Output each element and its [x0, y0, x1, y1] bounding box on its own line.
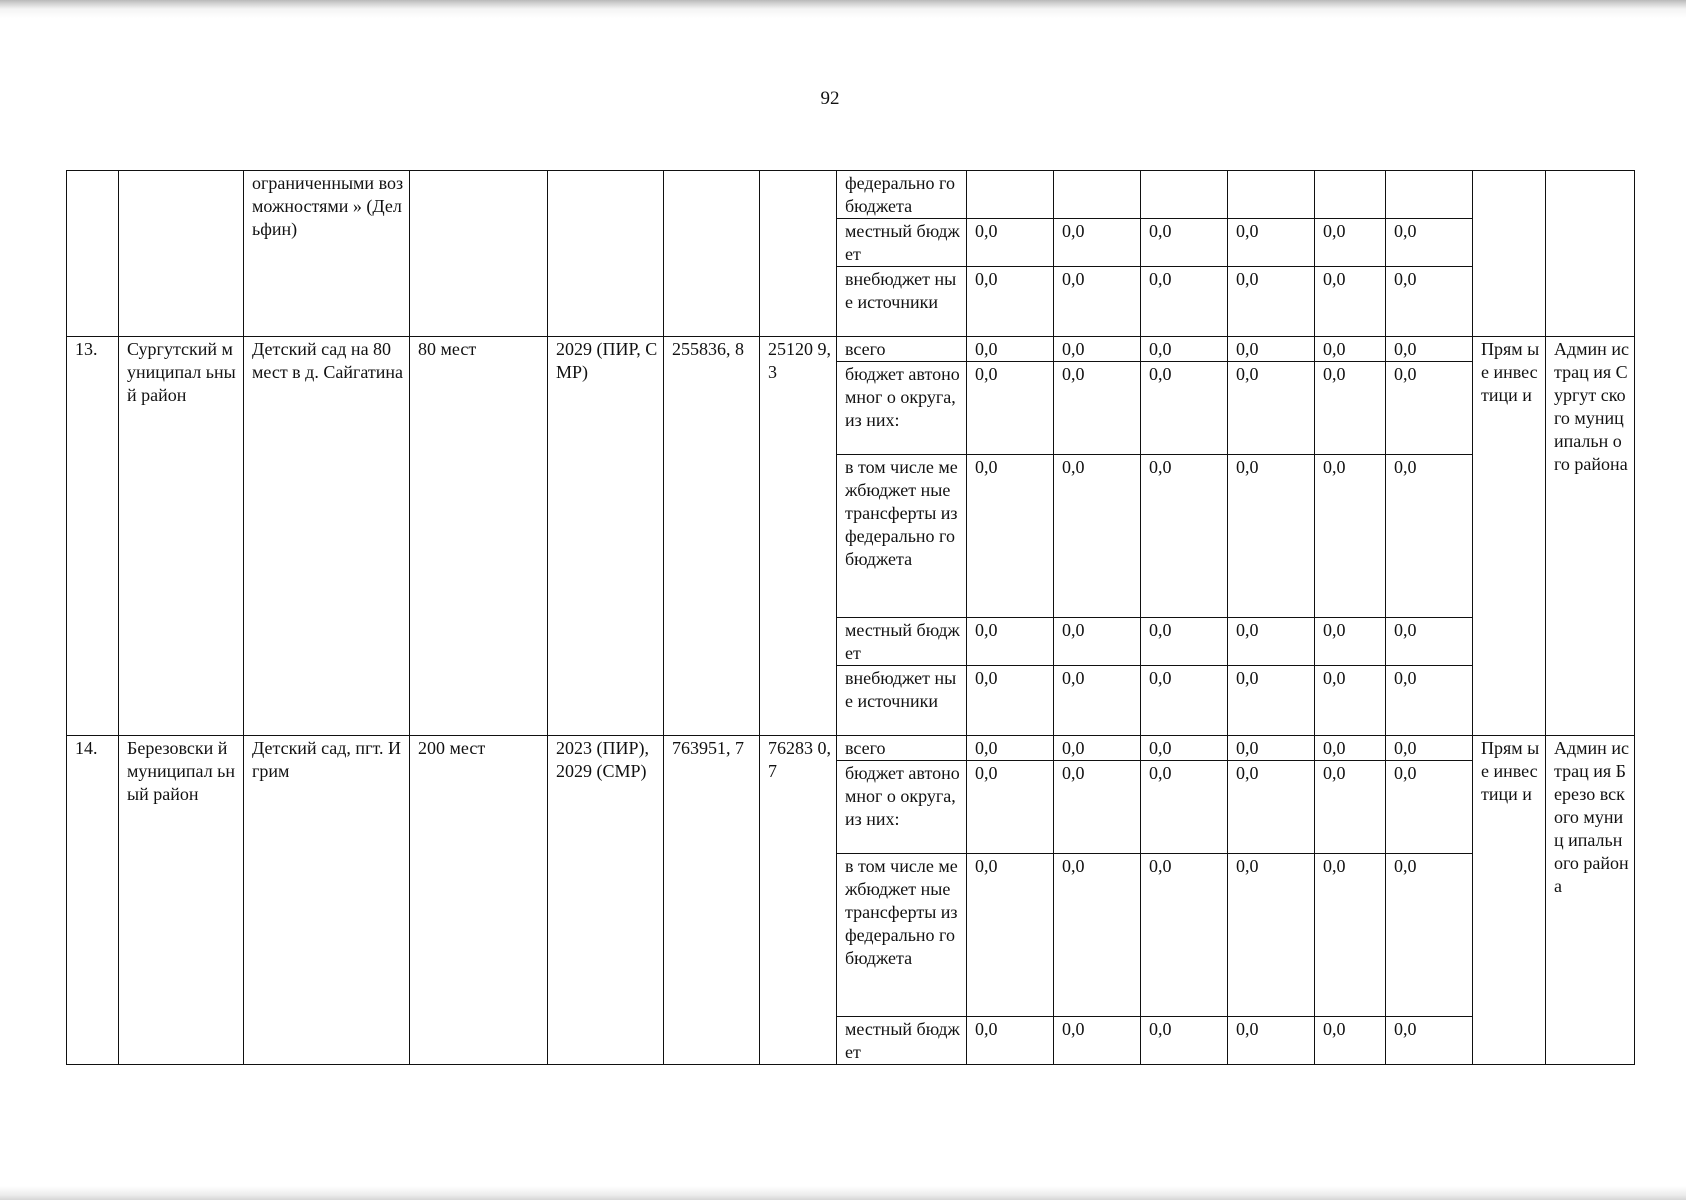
value-cell: 0,0: [1228, 618, 1315, 666]
value-cell: 0,0: [1386, 1017, 1473, 1065]
value-cell: 0,0: [967, 1017, 1054, 1065]
value-cell: 0,0: [1228, 1017, 1315, 1065]
value-cell: 0,0: [1315, 455, 1386, 618]
page-number: 92: [820, 88, 840, 109]
value-cell: 0,0: [1141, 337, 1228, 362]
capacity-cell: 80 мест: [410, 337, 548, 736]
value-cell: 0,0: [967, 854, 1054, 1017]
value-cell: 0,0: [967, 337, 1054, 362]
scan-edge-top: [0, 0, 1686, 18]
value-cell: 0,0: [1386, 267, 1473, 337]
value-cell: 0,0: [1228, 219, 1315, 267]
value-cell: 0,0: [1386, 455, 1473, 618]
value-cell: 0,0: [967, 761, 1054, 854]
financing-table: [66, 170, 1635, 1065]
value-cell: 0,0: [1141, 362, 1228, 455]
total-cost-cell: 763951, 7: [664, 736, 760, 1065]
table-row: [67, 171, 1635, 219]
table-row: [67, 337, 1635, 362]
value-cell: 0,0: [1228, 337, 1315, 362]
value-cell: 0,0: [1054, 854, 1141, 1017]
value-cell: 0,0: [1141, 736, 1228, 761]
responsible-cell: Админ истрац ия Березо вского муниц ипальн ого района: [1546, 736, 1635, 1065]
object-name-cell: Детский сад, пгт. Игрим: [244, 736, 410, 1065]
value-cell: 0,0: [1315, 1017, 1386, 1065]
municipality-cell: Березовски й муниципал ьный район: [119, 736, 244, 1065]
remaining-cost-cell: 76283 0,7: [760, 736, 837, 1065]
value-cell: 0,0: [1141, 761, 1228, 854]
capacity-cell: [410, 171, 548, 337]
value-cell: 0,0: [1315, 854, 1386, 1017]
value-cell: 0,0: [1228, 267, 1315, 337]
funding-source-cell: внебюджет ные источники: [837, 666, 967, 736]
value-cell: 0,0: [1315, 618, 1386, 666]
value-cell: 0,0: [1315, 761, 1386, 854]
value-cell: 0,0: [1141, 267, 1228, 337]
entry-number-cell: [67, 171, 119, 337]
funding-source-cell: в том числе межбюджет ные трансферты из федерально го бюджета: [837, 854, 967, 1017]
value-cell: 0,0: [967, 362, 1054, 455]
funding-source-cell: местный бюджет: [837, 219, 967, 267]
value-cell: 0,0: [1054, 736, 1141, 761]
value-cell: [1228, 171, 1315, 219]
value-cell: 0,0: [1386, 854, 1473, 1017]
value-cell: 0,0: [1386, 337, 1473, 362]
value-cell: 0,0: [1228, 736, 1315, 761]
investment-type-cell: [1473, 171, 1546, 337]
value-cell: 0,0: [1315, 362, 1386, 455]
value-cell: 0,0: [1228, 854, 1315, 1017]
value-cell: 0,0: [1386, 219, 1473, 267]
value-cell: 0,0: [1141, 455, 1228, 618]
period-cell: 2023 (ПИР), 2029 (СМР): [548, 736, 664, 1065]
value-cell: [1315, 171, 1386, 219]
funding-source-cell: в том числе межбюджет ные трансферты из федерально го бюджета: [837, 455, 967, 618]
funding-source-cell: федерально го бюджета: [837, 171, 967, 219]
remaining-cost-cell: 25120 9,3: [760, 337, 837, 736]
value-cell: 0,0: [1386, 761, 1473, 854]
value-cell: 0,0: [1228, 455, 1315, 618]
responsible-cell: Админ истрац ия Сургут ского муниц ипальн ого района: [1546, 337, 1635, 736]
value-cell: 0,0: [1054, 267, 1141, 337]
value-cell: 0,0: [1054, 618, 1141, 666]
value-cell: 0,0: [1315, 666, 1386, 736]
value-cell: 0,0: [1054, 1017, 1141, 1065]
value-cell: 0,0: [1315, 219, 1386, 267]
value-cell: 0,0: [967, 455, 1054, 618]
value-cell: 0,0: [967, 618, 1054, 666]
value-cell: 0,0: [1054, 362, 1141, 455]
funding-source-cell: бюджет автономног о округа, из них:: [837, 362, 967, 455]
period-cell: [548, 171, 664, 337]
value-cell: 0,0: [1054, 761, 1141, 854]
value-cell: 0,0: [1228, 362, 1315, 455]
responsible-cell: [1546, 171, 1635, 337]
funding-source-cell: внебюджет ные источники: [837, 267, 967, 337]
municipality-cell: Сургутский муниципал ьный район: [119, 337, 244, 736]
funding-source-cell: всего: [837, 337, 967, 362]
value-cell: [1141, 171, 1228, 219]
value-cell: 0,0: [967, 267, 1054, 337]
value-cell: 0,0: [1315, 337, 1386, 362]
value-cell: 0,0: [967, 666, 1054, 736]
object-name-cell: ограниченными возможностями » (Дельфин): [244, 171, 410, 337]
value-cell: 0,0: [1386, 736, 1473, 761]
municipality-cell: [119, 171, 244, 337]
capacity-cell: 200 мест: [410, 736, 548, 1065]
value-cell: 0,0: [1228, 761, 1315, 854]
investment-type-cell: Прям ые инвес тици и: [1473, 736, 1546, 1065]
value-cell: 0,0: [1054, 666, 1141, 736]
value-cell: 0,0: [1315, 736, 1386, 761]
total-cost-cell: 255836, 8: [664, 337, 760, 736]
object-name-cell: Детский сад на 80 мест в д. Сайгатина: [244, 337, 410, 736]
funding-source-cell: бюджет автономног о округа, из них:: [837, 761, 967, 854]
investment-type-cell: Прям ые инвес тици и: [1473, 337, 1546, 736]
entry-number-cell: 13.: [67, 337, 119, 736]
value-cell: 0,0: [1386, 618, 1473, 666]
remaining-cost-cell: [760, 171, 837, 337]
value-cell: 0,0: [1386, 666, 1473, 736]
value-cell: 0,0: [1141, 618, 1228, 666]
funding-source-cell: местный бюджет: [837, 618, 967, 666]
funding-source-cell: местный бюджет: [837, 1017, 967, 1065]
scan-edge-bottom: [0, 1186, 1686, 1200]
period-cell: 2029 (ПИР, СМР): [548, 337, 664, 736]
value-cell: 0,0: [1141, 666, 1228, 736]
value-cell: 0,0: [967, 736, 1054, 761]
funding-source-cell: всего: [837, 736, 967, 761]
value-cell: 0,0: [1141, 219, 1228, 267]
value-cell: 0,0: [1228, 666, 1315, 736]
value-cell: 0,0: [1141, 1017, 1228, 1065]
value-cell: [1054, 171, 1141, 219]
value-cell: 0,0: [1141, 854, 1228, 1017]
value-cell: 0,0: [1315, 267, 1386, 337]
value-cell: 0,0: [967, 219, 1054, 267]
value-cell: 0,0: [1054, 455, 1141, 618]
table-row: [67, 736, 1635, 761]
total-cost-cell: [664, 171, 760, 337]
value-cell: 0,0: [1054, 337, 1141, 362]
entry-number-cell: 14.: [67, 736, 119, 1065]
value-cell: [1386, 171, 1473, 219]
value-cell: [967, 171, 1054, 219]
value-cell: 0,0: [1386, 362, 1473, 455]
value-cell: 0,0: [1054, 219, 1141, 267]
